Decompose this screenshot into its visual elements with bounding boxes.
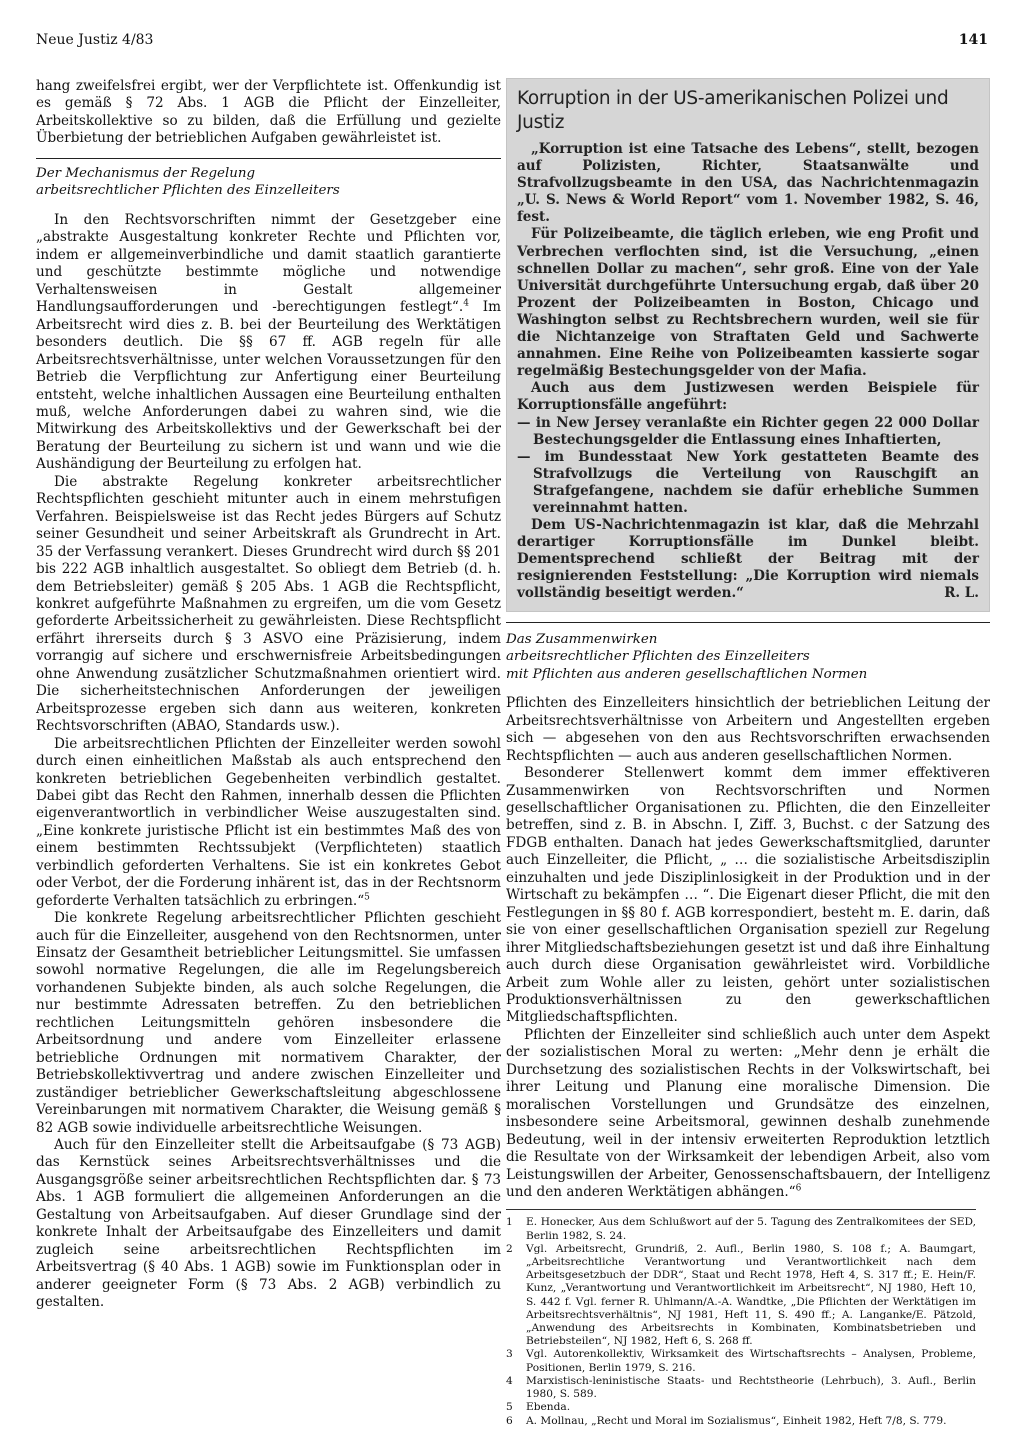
footnote: [506, 1401, 976, 1414]
page-header: [36, 32, 988, 52]
footnote-ref: 5: [364, 892, 370, 903]
sidebar-box: [506, 78, 990, 612]
footnote-ref: 6: [795, 1183, 802, 1194]
paragraph-text: In den Rechtsvorschriften nimmt der Gesetzgeber eine „abstrakte Ausgestaltung konkreter Rechte und Pflichten vor, indem er allgemeinverbindliche und damit staatlich garantierte und geschützte bestimmte mögliche und notwendige Verhaltensweisen in Gestalt allgemeiner Handlungsaufforderungen und -berechtigungen festlegt“.: [36, 212, 501, 316]
footnote-number: 2: [506, 1242, 513, 1255]
box-list-item: — im Bundesstaat New York gestatteten Beamte des Strafvollzugs die Verteilung von Rauschgift an Strafgefangene, nachdem sie dafür erhebliche Summen vereinnahmt hatten.: [517, 448, 979, 516]
box-paragraph: Für Polizeibeamte, die täglich erleben, wie eng Profit und Verbrechen verflochten sind, ist die Versuchung, „einen schnellen Dollar zu machen“, sehr groß. Eine von der Yale Universität durchgeführte Untersuchung ergab, daß über 20 Prozent der Polizeibeamten in Boston, Chicago und Washington selbst zu Rechtsbrechern wurden, weil sie für die Nichtanzeige von Straftaten Geld und Sachwerte annahmen. Eine Reihe von Polizeibeamten kassierte sogar regelmäßig Bestechungsgelder von der Mafia.: [517, 226, 979, 380]
paragraph: Die konkrete Regelung arbeitsrechtlicher Pflichten geschieht auch für die Einzelleiter, ausgehend von den Rechtsnormen, unter Einsatz der Gesamtheit betrieblicher Leitungsmittel. Sie umfassen sowohl normative Regelungen, die alle im Regelungsbereich vorhandenen Subjekte binden, als auch solche Regelungen, die nur bestimmte Adressaten betreffen. Zu den betrieblichen rechtlichen Leitungsmitteln gehören insbesondere die Arbeitsordnung und andere vom Einzelleiter erlassene betriebliche Ordnungen mit normativem Charakter, der Betriebskollektivvertrag und andere zwischen Einzelleiter und zuständiger betrieblicher Gewerkschaftsleitung abgeschlossene Vereinbarungen mit normativem Charakter, die Weisung gemäß § 82 AGB sowie individuelle arbeitsrechtliche Weisungen.: [36, 910, 501, 1136]
box-signature: R. L.: [944, 585, 979, 602]
paragraph: Besonderer Stellenwert kommt dem immer effektiveren Zusammenwirken von Rechtsvorschriften und Normen gesellschaftlicher Organisationen zu. Pflichten, die den Einzelleiter betreffen, sind z. B. in Abschn. I, Ziff. 3, Buchst. c der Satzung des FDGB enthalten. Danach hat jedes Gewerkschaftsmitglied, darunter auch Einzelleiter, die Pflicht, „ … die sozialistische Arbeitsdisziplin einzuhalten und jede Disziplinlosigkeit in der Produktion und in der Wirtschaft zu bekämpfen … “. Die Eigenart dieser Pflicht, die mit den Festlegungen in §§ 80 f. AGB korrespondiert, besteht m. E. darin, daß sie von einer gesellschaftlichen Organisation speziell zur Regelung ihrer Mitgliedschaftsbeziehungen gesetzt ist und daß ihre Einhaltung auch durch diese Organisation gewährleistet wird. Vorbildliche Arbeit zum Wohle aller zu leisten, gehört unter sozialistischen Produktionsverhältnissen zu den gewerkschaftlichen Mitgliedschaftspflichten.: [506, 765, 990, 1026]
footnote-text: Vgl. Autorenkollektiv, Wirksamkeit des Wirtschaftsrechts – Analysen, Probleme, Positionen, Berlin 1979, S. 216.: [526, 1348, 976, 1374]
paragraph-text: Pflichten der Einzelleiter sind schließlich auch unter dem Aspekt der sozialistischen Moral zu werten: „Mehr denn je erhält die Durchsetzung des sozialistischen Rechts in der Volkswirtschaft, bei ihrer Leitung und Planung eine moralische Dimension. Die moralischen Vorstellungen und Grundsätze des einzelnen, insbesondere seine Arbeitsmoral, gewinnen deshalb zunehmende Bedeutung, weil in der intensiv erweiterten Reproduktion letztlich die Resultate von der Wirksamkeit der lebendigen Arbeit, also vom Leistungswillen der Arbeiter, Genossenschaftsbauern, der Intelligenz und den anderen Werktätigen abhängen.“: [506, 1026, 990, 1200]
footnote-text: Marxistisch-leninistische Staats- und Rechtstheorie (Lehrbuch), 3. Aufl., Berlin 1980, S. 589.: [526, 1374, 976, 1401]
box-paragraph-text: Dem US-Nachrichtenmagazin ist klar, daß die Mehrzahl derartiger Korruptionsfälle im Dunkel bleibt. Dementsprechend schließt der Beitrag mit der resignierenden Feststellung: „Die Korruption wird niemals vollständig beseitigt werden.“: [517, 517, 979, 602]
heading-line: Der Mechanismus der Regelung: [36, 165, 256, 181]
footnote-number: 3: [506, 1348, 513, 1361]
page-number: 141: [958, 32, 988, 48]
box-paragraph: „Korruption ist eine Tatsache des Lebens“, stellt, bezogen auf Polizisten, Richter, Staatsanwälte und Strafvollzugsbeamte in den USA, das Nachrichtenmagazin „U. S. News & World Report“ vom 1. November 1982, S. 46, fest.: [517, 141, 979, 226]
box-paragraph: [517, 517, 979, 602]
heading-line: Das Zusammenwirken: [506, 631, 658, 647]
right-column: [506, 78, 990, 1428]
footnote-number: 4: [506, 1374, 513, 1387]
paragraph: [506, 1027, 990, 1202]
footnote-number: 6: [506, 1414, 513, 1427]
paragraph: [36, 212, 501, 474]
intro-paragraph: hang zweifelsfrei ergibt, wer der Verpflichtete ist. Offenkundig ist es gemäß § 72 Abs. 1 AGB die Pflicht der Einzelleiter, Arbeitskollektive so zu bilden, daß die Erfüllung und gezielte Überbietung der betrieblichen Aufgaben gewährleistet ist.: [36, 78, 501, 147]
heading-line: arbeitsrechtlicher Pflichten des Einzelleiters: [506, 649, 810, 665]
paragraph-text: Die arbeitsrechtlichen Pflichten der Einzelleiter werden sowohl durch einen einheitlichen Maßstab als auch entsprechend den konkreten betrieblichen Gegebenheiten verbindlich gestaltet. Dabei gibt das Recht den Rahmen, innerhalb dessen die Pflichten eigenverantwortlich in verbindlicher Weise auszugestalten sind. „Eine konkrete juristische Pflicht ist ein bestimmtes Maß des von einem bestimmten Rechtssubjekt (Verpflichteten) staatlich verbindlich geforderten Verhaltens. Sie ist ein konkretes Gebot oder Verbot, der die Forderung inhärent ist, das in der Rechtsnorm geforderte Verhalten tatsächlich zu erbringen.“: [36, 735, 501, 909]
footnote-text: E. Honecker, Aus dem Schlußwort auf der 5. Tagung des Zentralkomitees der SED, Berlin 1982, S. 24.: [526, 1216, 976, 1242]
footnote-text: Ebenda.: [526, 1401, 571, 1414]
journal-title: Neue Justiz 4/83: [36, 32, 154, 48]
left-column: [36, 78, 501, 1312]
box-list-item: — in New Jersey veranlaßte ein Richter gegen 22 000 Dollar Bestechungsgelder die Entlassung eines Inhaftierten,: [517, 414, 979, 448]
footnote: [506, 1415, 976, 1428]
section-divider: [36, 158, 501, 159]
section-heading-mechanism: [36, 165, 501, 200]
footnote: [506, 1375, 976, 1401]
footnote: [506, 1216, 976, 1242]
footnote-number: 1: [506, 1216, 513, 1229]
paragraph: Die abstrakte Regelung konkreter arbeitsrechtlicher Rechtspflichten geschieht mitunter auch in einem mehrstufigen Verfahren. Beispielsweise ist das Recht jedes Bürgers auf Schutz seiner Gesundheit und seiner Arbeitskraft als Grundrecht in Art. 35 der Verfassung verankert. Dieses Grundrecht wird durch §§ 201 bis 222 AGB inhaltlich ausgestaltet. So obliegt dem Betrieb (d. h. dem Betriebsleiter) gemäß § 205 Abs. 1 AGB die Rechtspflicht, konkret aufgeführte Maßnahmen zu ergreifen, um die vom Gesetz geforderte Arbeitssicherheit zu gewährleisten. Diese Rechtspflicht erfährt ihrerseits durch § 3 ASVO eine Präzisierung, indem vorrangig auf sichere und erschwernisfreie Arbeitsbedingungen ohne Anwendung zusätzlicher Schutzmaßnahmen orientiert wird. Die sicherheitstechnischen Anforderungen der jeweiligen Arbeitsprozesse ergeben sich dann aus weiteren, konkreten Rechtsvorschriften (ABAO, Standards usw.).: [36, 473, 501, 735]
footnote: [506, 1243, 976, 1349]
paragraph: Pflichten des Einzelleiters hinsichtlich der betrieblichen Leitung der Arbeitsrechtsverhältnisse von Arbeitern und Angestellten ergeben sich — abgesehen von den aus Rechtsvorschriften erwachsenden Rechtspflichten — auch aus anderen gesellschaftlichen Normen.: [506, 695, 990, 764]
footnote-text: A. Mollnau, „Recht und Moral im Sozialismus“, Einheit 1982, Heft 7/8, S. 779.: [526, 1414, 947, 1427]
footnote: [506, 1348, 976, 1374]
footnote-ref: 4: [463, 298, 469, 309]
section-heading-interaction: [506, 631, 990, 684]
footnote-text: Vgl. Arbeitsrecht, Grundriß, 2. Aufl., Berlin 1980, S. 108 f.; A. Baumgart, „Arbeitsrechtliche Verantwortung und Verantwortlichkeit nach dem Arbeitsgesetzbuch der DDR“, Staat und Recht 1978, Heft 4, S. 317 ff.; E. Hein/F. Kunz, „Verantwortung und Verantwortlichkeit im Arbeitsrecht“, NJ 1980, Heft 10, S. 442 f. Vgl. ferner R. Uhlmann/A.-A. Wandtke, „Die Pflichten der Werktätigen im Arbeitsrechtsverhältnis“, NJ 1981, Heft 11, S. 490 ff.; A. Langanke/E. Pätzold, „Anwendung des Arbeitsrechts in Kombinaten, Kombinatsbetrieben und Betriebsteilen“, NJ 1982, Heft 6, S. 268 ff.: [526, 1242, 976, 1348]
paragraph: [36, 736, 501, 911]
footnote-number: 5: [506, 1401, 513, 1414]
section-divider: [506, 622, 990, 623]
footnotes: [506, 1209, 976, 1427]
box-title: Korruption in der US-amerikanischen Polizei und Justiz: [517, 88, 949, 133]
box-paragraph: Auch aus dem Justizwesen werden Beispiele für Korruptionsfälle angeführt:: [517, 380, 979, 414]
heading-line: arbeitsrechtlicher Pflichten des Einzelleiters: [36, 183, 340, 199]
paragraph: Auch für den Einzelleiter stellt die Arbeitsaufgabe (§ 73 AGB) das Kernstück seines Arbeitsrechtsverhältnisses und die Ausgangsgröße seiner arbeitsrechtlichen Rechtspflichten dar. § 73 Abs. 1 AGB formuliert die allgemeinen Anforderungen an die Gestaltung von Arbeitsaufgaben. Auf dieser Grundlage sind der konkrete Inhalt der Arbeitsaufgabe des Einzelleiters und damit zugleich seine arbeitsrechtlichen Rechtspflichten im Arbeitsvertrag (§ 40 Abs. 1 AGB) sowie im Funktionsplan oder in anderer geeigneter Form (§ 73 Abs. 2 AGB) verbindlich zu gestalten.: [36, 1137, 501, 1311]
paragraph-text: Im Arbeitsrecht wird dies z. B. bei der Beurteilung des Werktätigen besonders deutlich. Die §§ 67 ff. AGB regeln für alle Arbeitsrechtsverhältnisse, unter welchen Voraussetzungen für den Betrieb die Verpflichtung zur Anfertigung einer Beurteilung entsteht, welche inhaltlichen Aussagen eine Beurteilung enthalten muß, welche Anforderungen dabei zu wahren sind, wie die Mitwirkung des Arbeitskollektivs und der Gewerkschaft bei der Beratung der Beurteilung zu sichern ist und wann und wie die Aushändigung der Beurteilung zu erfolgen hat.: [36, 299, 501, 473]
heading-line: mit Pflichten aus anderen gesellschaftlichen Normen: [506, 666, 868, 682]
